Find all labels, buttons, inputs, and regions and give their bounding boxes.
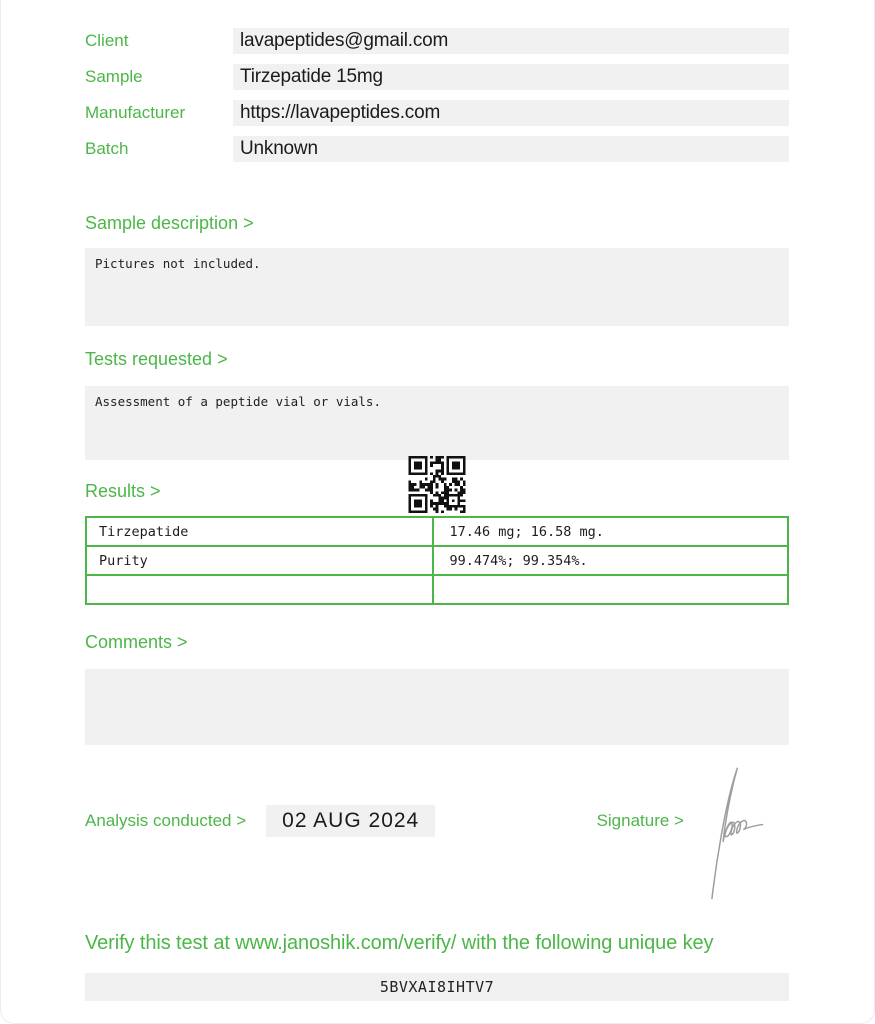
result-value-cell [433,575,788,604]
result-value-cell: 17.46 mg; 16.58 mg. [433,517,788,546]
verify-instruction: Verify this test at www.janoshik.com/verify/ with the following unique key [85,932,714,954]
unique-key: 5BVXAI8IHTV7 [85,973,789,1001]
field-row-batch [85,136,789,162]
field-row-client [85,28,789,54]
manufacturer-label: Manufacturer [85,103,186,122]
field-row-manufacturer [85,100,789,126]
result-name-cell: Purity [86,546,433,575]
results-header [85,460,789,516]
tests-requested-title: Tests requested > [85,349,228,369]
result-name-cell [86,575,433,604]
signature-image [696,758,771,908]
tests-requested-box: Assessment of a peptide vial or vials. [85,386,789,460]
analysis-date: 02 AUG 2024 [266,805,435,837]
field-row-sample [85,64,789,90]
sample-description-title: Sample description > [85,213,254,233]
results-table [85,516,789,605]
header-fields [85,28,789,162]
result-name-cell: Tirzepatide [86,517,433,546]
analysis-conducted-label: Analysis conducted > [85,811,247,830]
comments-box [85,669,789,745]
results-title: Results > [85,481,161,501]
client-value: lavapeptides@gmail.com [233,28,789,54]
batch-value: Unknown [233,136,789,162]
result-value-cell: 99.474%; 99.354%. [433,546,788,575]
manufacturer-value: https://lavapeptides.com [233,100,789,126]
analysis-signature-row [85,805,789,837]
table-row [86,546,788,575]
qr-code-icon [409,456,466,513]
client-label: Client [85,31,129,50]
table-row [86,517,788,546]
sample-label: Sample [85,67,143,86]
signature-label: Signature > [596,811,684,830]
sample-description-box: Pictures not included. [85,248,789,326]
table-row [86,575,788,604]
batch-label: Batch [85,139,129,158]
comments-title: Comments > [85,632,188,652]
sample-value: Tirzepatide 15mg [233,64,789,90]
